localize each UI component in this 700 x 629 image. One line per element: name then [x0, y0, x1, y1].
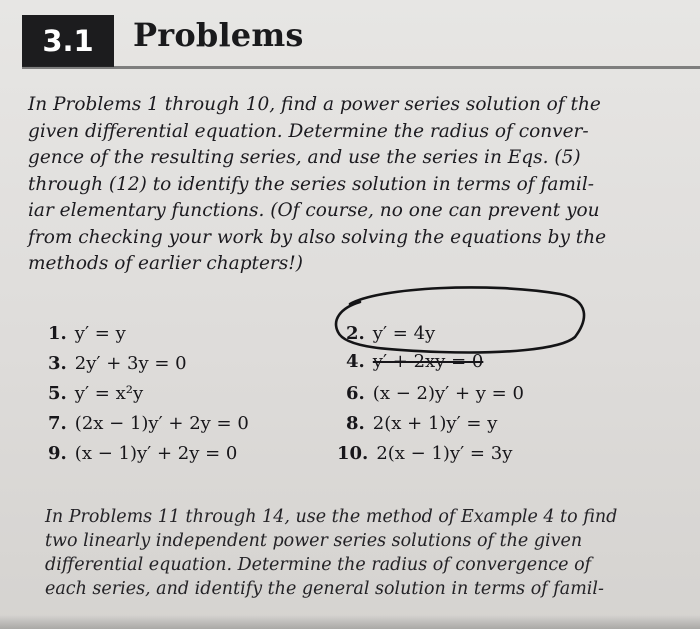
- second-paragraph: [45, 505, 675, 601]
- problem-equation: y′ = y: [74, 323, 126, 344]
- problem-6: [346, 383, 524, 404]
- problem-number: 6.: [346, 383, 365, 404]
- section-number-badge: 3.1: [22, 15, 114, 67]
- problem-equation: (x − 2)y′ + y = 0: [372, 383, 524, 404]
- problem-equation: 2y′ + 3y = 0: [74, 353, 187, 374]
- intro-line: iar elementary functions. (Of course, no one can prevent you: [28, 200, 600, 221]
- problem-number: 3.: [48, 353, 67, 374]
- problem-3: [48, 353, 187, 374]
- intro-line: gence of the resulting series, and use the series in Eqs. (5): [28, 147, 581, 168]
- problem-number: 4.: [346, 351, 365, 372]
- problem-7: [48, 413, 249, 434]
- second-line: each series, and identify the general solution in terms of famil-: [45, 579, 604, 599]
- problem-number: 5.: [48, 383, 67, 404]
- problem-number: 7.: [48, 413, 67, 434]
- problem-equation: 2(x + 1)y′ = y: [372, 413, 498, 434]
- section-title: Problems: [133, 16, 304, 54]
- header-rule: [22, 66, 700, 69]
- problem-number: 10.: [337, 443, 369, 464]
- problem-9: [48, 443, 237, 464]
- problem-equation: 2(x − 1)y′ = 3y: [376, 443, 513, 464]
- problem-equation: y′ = 4y: [372, 323, 436, 344]
- intro-paragraph: [28, 92, 688, 278]
- problem-equation: y′ = x²y: [74, 383, 144, 404]
- problem-equation: (x − 1)y′ + 2y = 0: [74, 443, 238, 464]
- intro-line: given differential equation. Determine the radius of conver-: [28, 120, 589, 142]
- intro-line: through (12) to identify the series solution in terms of famil-: [28, 173, 595, 195]
- second-line: two linearly independent power series solutions of the given: [45, 531, 583, 551]
- problem-equation: y′ + 2xy = 0: [372, 351, 484, 372]
- second-line: differential equation. Determine the radius of convergence of: [45, 555, 592, 575]
- problem-number: 1.: [48, 323, 67, 344]
- problem-8: [346, 413, 497, 434]
- problem-number: 2.: [346, 323, 365, 344]
- intro-line: methods of earlier chapters!): [28, 253, 303, 274]
- problem-10: [337, 443, 512, 464]
- problem-5: [48, 383, 143, 404]
- second-line: In Problems 11 through 14, use the method of Example 4 to find: [45, 507, 618, 527]
- handdrawn-circle-annotation: [320, 282, 600, 362]
- intro-line: from checking your work by also solving the equations by the: [28, 226, 607, 248]
- problem-number: 9.: [48, 443, 67, 464]
- problem-number: 8.: [346, 413, 365, 434]
- problem-1: [48, 323, 126, 344]
- problem-equation: (2x − 1)y′ + 2y = 0: [74, 413, 249, 434]
- intro-line: In Problems 1 through 10, find a power series solution of the: [28, 94, 601, 115]
- bottom-shadow: [0, 615, 700, 629]
